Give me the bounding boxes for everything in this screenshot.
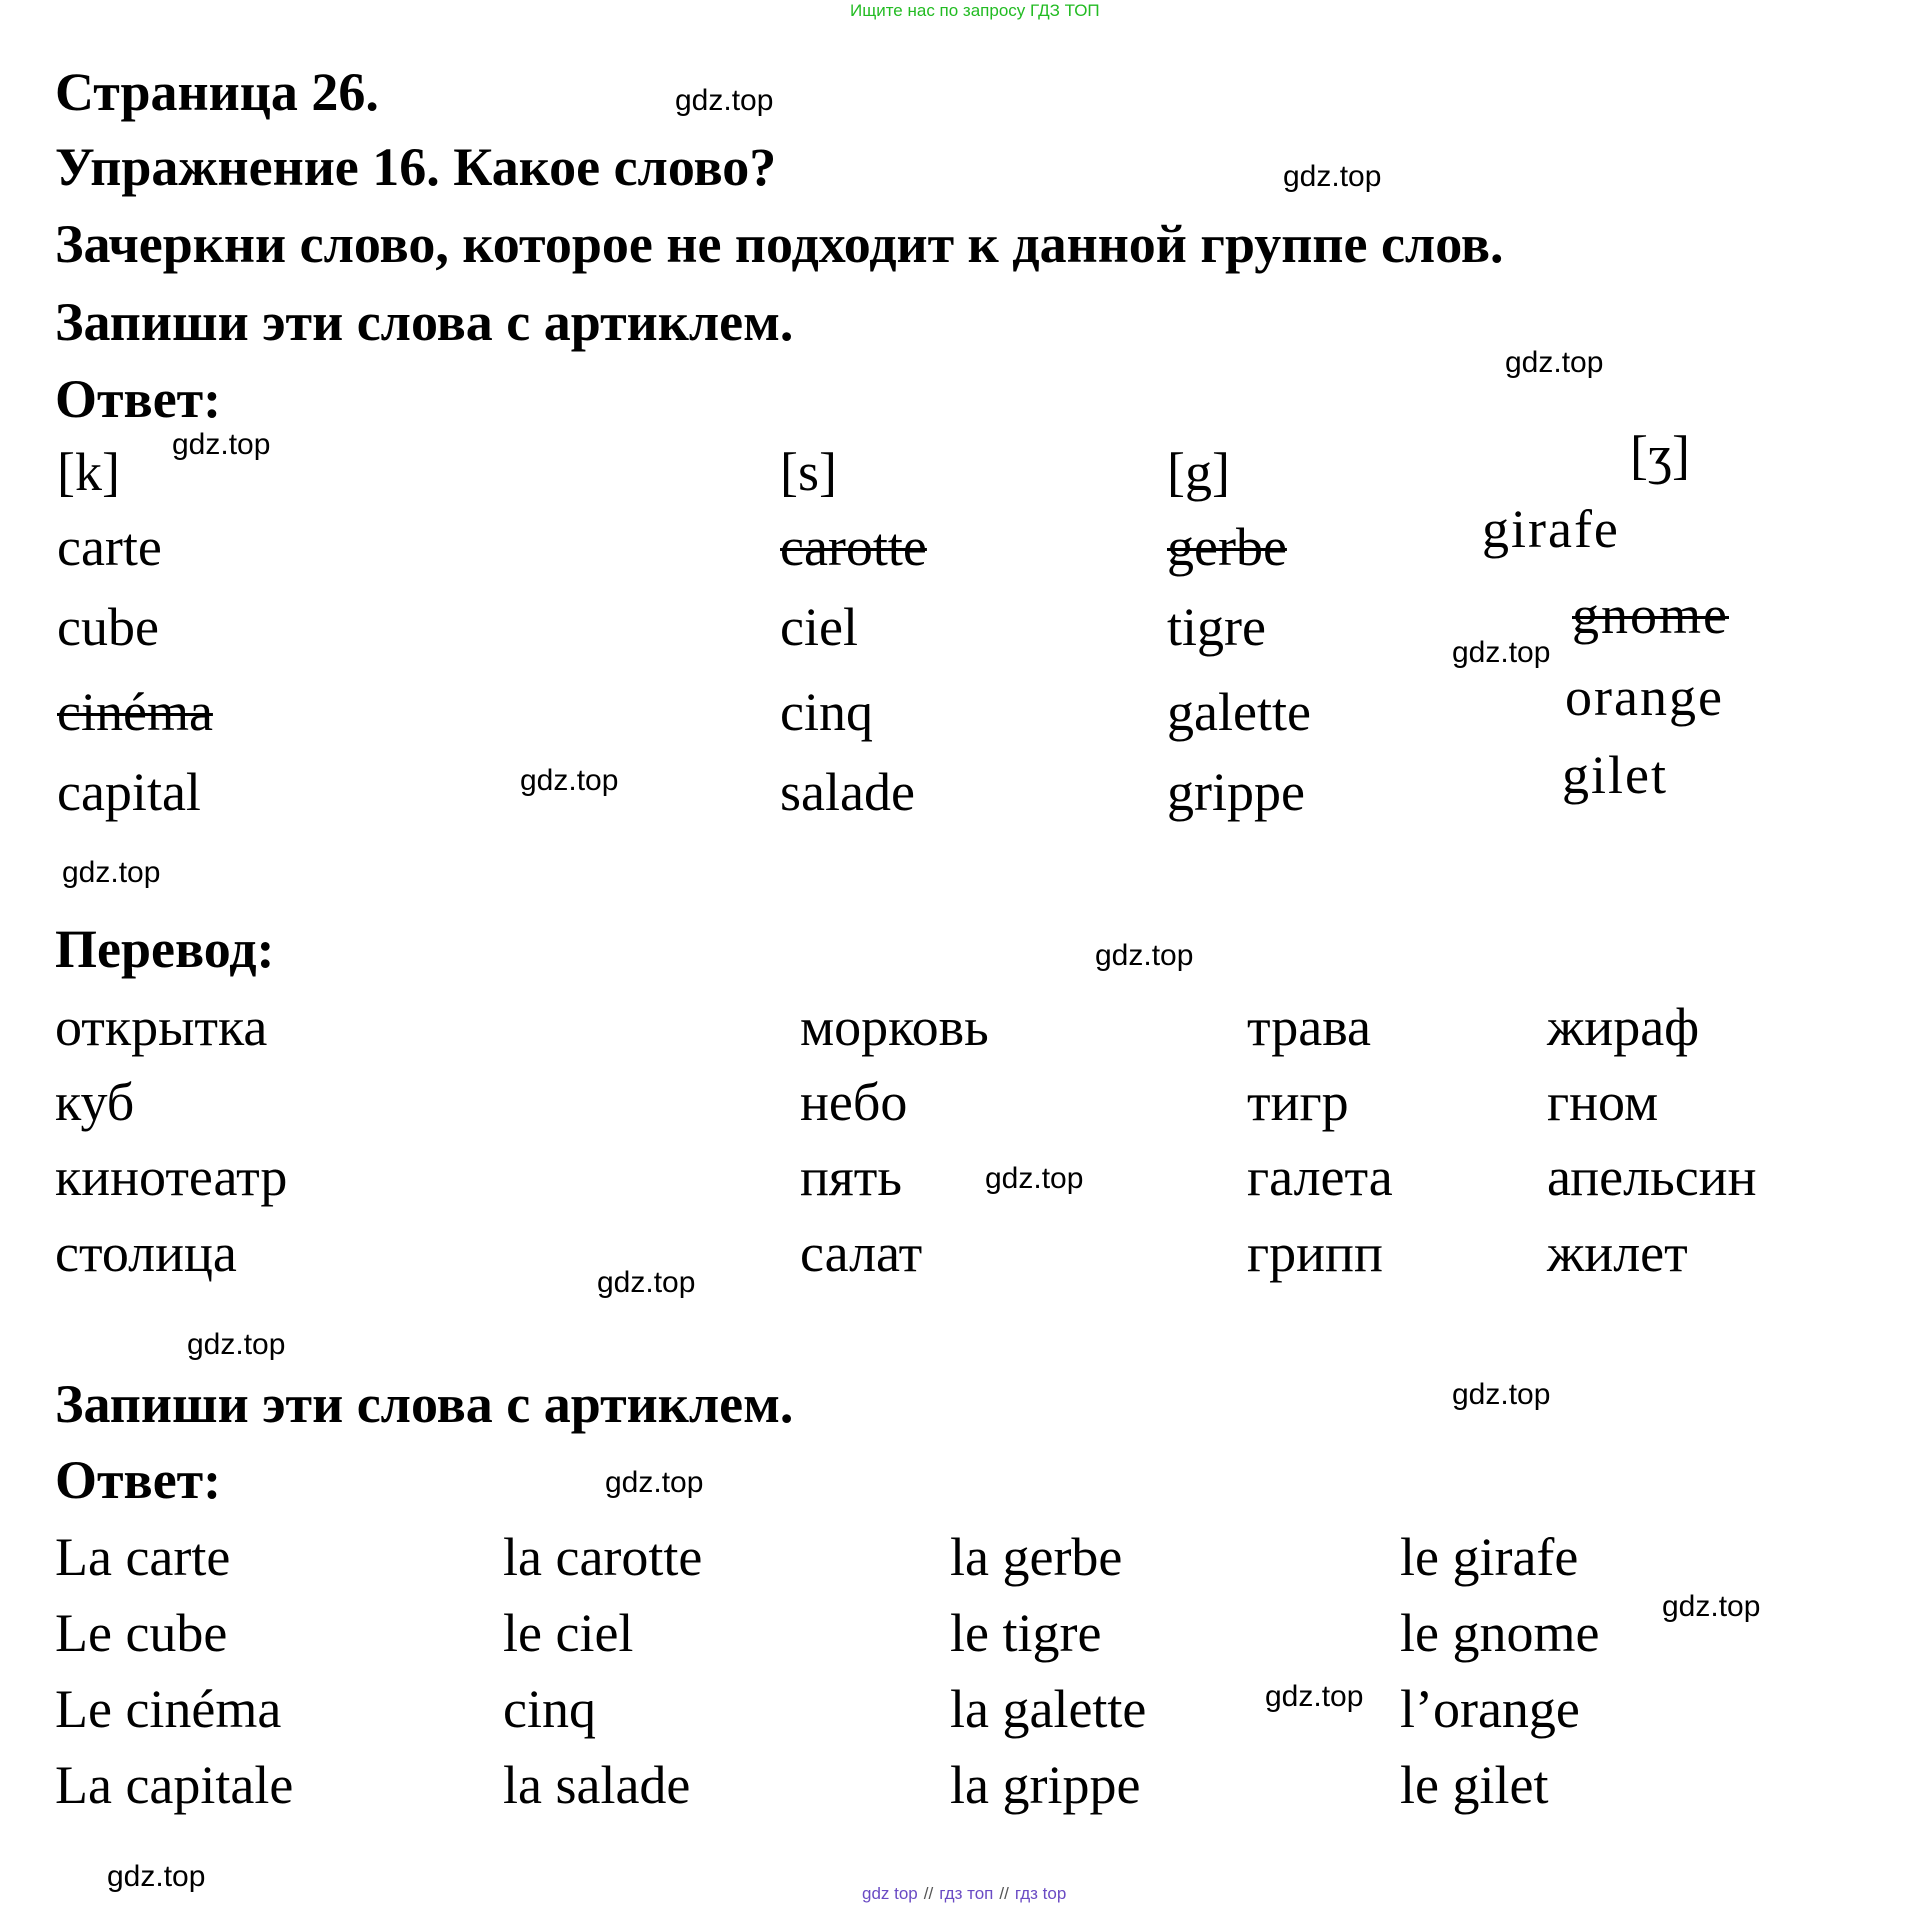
instruction-text: Запиши эти слова с артиклем. [55, 292, 794, 352]
answer-label: Ответ: [55, 1450, 222, 1510]
article-word-item: le tigre [950, 1603, 1102, 1663]
article-word-item: le gnome [1400, 1603, 1600, 1663]
answer-label: Ответ: [55, 369, 222, 429]
crossed-word-item: gnome [1572, 585, 1729, 645]
article-word-item: la salade [503, 1755, 691, 1815]
translation-item: открытка [55, 997, 268, 1057]
footer-link[interactable]: гдз топ [939, 1884, 994, 1903]
exercise-title: Упражнение 16. Какое слово? [55, 137, 777, 197]
word-item: orange [1565, 667, 1724, 727]
footer-links [862, 1885, 1066, 1902]
crossed-word-item: carotte [780, 517, 927, 577]
word-item: cube [57, 597, 159, 657]
watermark: gdz.top [1095, 939, 1194, 972]
watermark: gdz.top [107, 1860, 206, 1893]
translation-item: небо [800, 1072, 908, 1132]
separator: // [923, 1884, 934, 1903]
article-word-item: le girafe [1400, 1527, 1579, 1587]
article-word-item: le gilet [1400, 1755, 1549, 1815]
sound-label: [g] [1167, 442, 1230, 502]
word-item: carte [57, 517, 162, 577]
translation-item: жираф [1547, 997, 1700, 1057]
crossed-word-item: gerbe [1167, 517, 1287, 577]
translation-item: апельсин [1547, 1147, 1757, 1207]
footer-link[interactable]: gdz top [862, 1884, 918, 1903]
footer-link[interactable]: гдз top [1014, 1884, 1067, 1903]
sound-label: [k] [57, 442, 120, 502]
word-item: girafe [1482, 499, 1620, 559]
article-word-item: le ciel [503, 1603, 634, 1663]
top-banner: Ищите нас по запросу ГДЗ ТОП [850, 1, 1100, 20]
word-item: gilet [1562, 745, 1668, 805]
translation-item: пять [800, 1147, 902, 1207]
watermark: gdz.top [187, 1328, 286, 1361]
article-word-item: la gerbe [950, 1527, 1123, 1587]
instruction-text: Запиши эти слова с артиклем. [55, 1374, 794, 1434]
translation-item: гном [1547, 1072, 1659, 1132]
article-word-item: la grippe [950, 1755, 1141, 1815]
watermark: gdz.top [985, 1162, 1084, 1195]
translation-item: морковь [800, 997, 989, 1057]
word-item: tigre [1167, 597, 1266, 657]
watermark: gdz.top [1662, 1590, 1761, 1623]
word-item: grippe [1167, 762, 1305, 822]
sound-label: [s] [780, 442, 837, 502]
translation-item: салат [800, 1223, 923, 1283]
word-item: salade [780, 762, 915, 822]
separator: // [999, 1884, 1009, 1903]
translation-item: тигр [1247, 1072, 1349, 1132]
translation-item: трава [1247, 997, 1371, 1057]
translation-item: галета [1247, 1147, 1393, 1207]
article-word-item: Le cinéma [55, 1679, 282, 1739]
translation-item: куб [55, 1072, 135, 1132]
watermark: gdz.top [605, 1466, 704, 1499]
watermark: gdz.top [675, 84, 774, 117]
translation-item: жилет [1547, 1223, 1688, 1283]
article-word-item: cinq [503, 1679, 596, 1739]
watermark: gdz.top [1283, 160, 1382, 193]
article-word-item: la carotte [503, 1527, 703, 1587]
crossed-word-item: cinéma [57, 682, 213, 742]
watermark: gdz.top [1452, 1378, 1551, 1411]
translation-item: столица [55, 1223, 237, 1283]
sound-label: [ʒ] [1630, 425, 1690, 485]
article-word-item: la galette [950, 1679, 1147, 1739]
watermark: gdz.top [597, 1266, 696, 1299]
watermark: gdz.top [1452, 636, 1551, 669]
watermark: gdz.top [520, 764, 619, 797]
instruction-text: Зачеркни слово, которое не подходит к данной группе слов. [55, 214, 1504, 274]
watermark: gdz.top [62, 856, 161, 889]
word-item: capital [57, 762, 201, 822]
translation-label: Перевод: [55, 919, 275, 979]
watermark: gdz.top [1265, 1680, 1364, 1713]
article-word-item: Le cube [55, 1603, 228, 1663]
word-item: ciel [780, 597, 858, 657]
translation-item: кинотеатр [55, 1147, 288, 1207]
page-title: Страница 26. [55, 62, 379, 122]
translation-item: грипп [1247, 1223, 1383, 1283]
article-word-item: La carte [55, 1527, 231, 1587]
watermark: gdz.top [1505, 346, 1604, 379]
article-word-item: l’orange [1400, 1679, 1580, 1739]
word-item: cinq [780, 682, 873, 742]
watermark: gdz.top [172, 428, 271, 461]
word-item: galette [1167, 682, 1311, 742]
article-word-item: La capitale [55, 1755, 294, 1815]
